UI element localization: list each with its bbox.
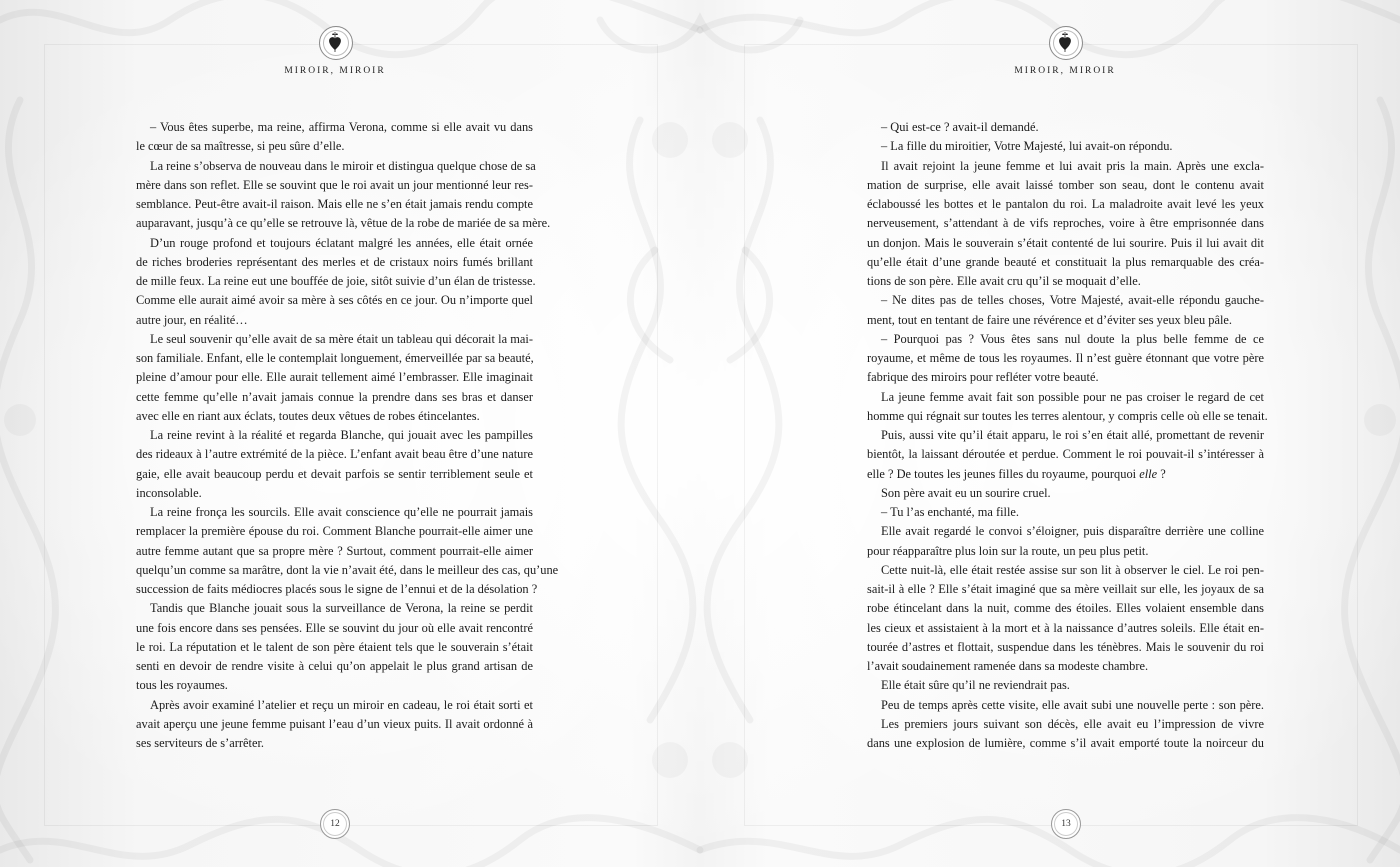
punctuation: ?: [1157, 466, 1166, 481]
body-text: [136, 118, 559, 753]
running-head: MIROIR, MIROIR: [284, 66, 386, 76]
text-line: homme qui régnait sur toutes les terres alentour, y compris celle où elle se tenait.: [867, 408, 1268, 423]
text-line: son familiale. Enfant, elle le contemplait longuement, émerveillée par sa beauté,: [136, 351, 534, 365]
text-line: Son père avait eu un sourire cruel.: [881, 485, 1051, 500]
text-line: avec elle en riant aux éclats, toutes deux vêtues de robes étincelantes.: [136, 408, 480, 423]
text-line: dans une explosion de lumière, comme s’il avait emporté toute la noirceur du: [867, 736, 1264, 750]
text-line: sait-il à elle ? Elle s’était imaginé que sa mère veillait sur elle, les joyaux de sa: [867, 582, 1264, 596]
text-line: elle ? De toutes les jeunes filles du royaume, pourquoi elle ?: [867, 466, 1166, 481]
text-line: tous les royaumes.: [136, 678, 228, 693]
text-line: ses serviteurs de s’arrêter.: [136, 736, 264, 750]
text-line: fabrique des miroirs pour refléter votre beauté.: [867, 370, 1099, 385]
text-line: autre femme autant que sa propre mère ? Surtout, comment pourrait-elle aimer: [136, 543, 533, 558]
text-line: ment, tout en tentant de faire une révérence et d’éviter ses yeux bleu pâle.: [867, 312, 1233, 327]
text-line: Tandis que Blanche jouait sous la surveillance de Verona, la reine se perdit: [150, 601, 533, 616]
text-line: semblance. Peut-être avait-il raison. Mais elle ne s’en était jamais rendu compte: [136, 197, 533, 211]
running-head: MIROIR, MIROIR: [1014, 66, 1116, 76]
right-page: [700, 0, 1400, 867]
text-line: gaie, elle avait beaucoup perdu et devait parfois se sentir terriblement seule et: [136, 466, 533, 481]
text-line: qu’elle était d’une grande beauté et constituait la plus remarquable des créa-: [867, 254, 1264, 269]
text-line: les cieux et assistaient à la mort et à la naissance d’autres soleils. Elle était en-: [867, 620, 1264, 635]
text-line: cette femme qu’elle n’avait jamais connue la prendre dans ses bras et danser: [136, 389, 533, 404]
text-line: Elle était sûre qu’il ne reviendrait pas.: [881, 678, 1070, 693]
text-line: – Tu l’as enchanté, ma fille.: [881, 505, 1019, 519]
text-line: de mille feux. La reine eut une bouffée de joie, sitôt suivie d’un élan de tristesse.: [136, 274, 536, 288]
text-line: autre jour, en réalité…: [136, 312, 248, 327]
text-line: La reine fronça les sourcils. Elle avait conscience qu’elle ne pourrait jamais: [150, 505, 533, 519]
text-line: royaume, et même de tous les royaumes. Il n’est guère étonnant que votre père: [867, 351, 1264, 365]
text-line: Les premiers jours suivant son décès, elle avait eu l’impression de vivre: [881, 716, 1264, 731]
text-line: robe étincelant dans la nuit, comme des étoiles. Elles volaient ensemble dans: [867, 601, 1264, 616]
text-line: La reine revint à la réalité et regarda Blanche, qui jouait avec les pampilles: [150, 428, 533, 442]
text-line: avait aperçu une jeune femme puisant l’eau d’un vieux puits. Il avait ordonné à: [136, 716, 533, 731]
text-line: l’avait soudainement ramenée dans sa modeste chambre.: [867, 659, 1149, 673]
text-line: – Qui est-ce ? avait-il demandé.: [881, 120, 1039, 134]
heart-crown-emblem-icon: [319, 26, 353, 60]
text-line: pour réapparaître plus loin sur la route, un peu plus petit.: [867, 543, 1149, 558]
text-line: senti en devoir de rendre visite à celui qu’on appelait le plus grand artisan de: [136, 659, 533, 673]
page-number: 12: [320, 809, 350, 839]
text-line: Cette nuit-là, elle était restée assise sur son lit à observer le ciel. Le roi pen-: [881, 562, 1264, 577]
text-line: La jeune femme avait fait son possible pour ne pas croiser le regard de cet: [881, 389, 1264, 404]
text-line: Elle avait regardé le convoi s’éloigner, puis disparaître derrière une colline: [881, 524, 1264, 539]
text-line: Comme elle aurait aimé avoir sa mère à ses côtés en ce jour. Ou n’importe quel: [136, 293, 533, 308]
italic-word: elle: [1139, 466, 1158, 481]
text-line: pleine d’amour pour elle. Elle aurait tellement aimé l’embrasser. Elle imaginait: [136, 370, 533, 385]
text-line: inconsolable.: [136, 485, 202, 500]
text-line: Après avoir examiné l’atelier et reçu un miroir en cadeau, le roi était sorti et: [150, 697, 533, 712]
text-line: Peu de temps après cette visite, elle avait subi une nouvelle perte : son père.: [881, 697, 1264, 712]
text-line: tions de son père. Elle avait cru qu’il se moquait d’elle.: [867, 274, 1141, 288]
text-line: de riches broderies représentant des merles et de cristaux noirs fumés brillant: [136, 254, 533, 269]
text-line: – Vous êtes superbe, ma reine, affirma Verona, comme si elle avait vu dans: [150, 120, 533, 134]
text-line: – Pourquoi pas ? Vous êtes sans nul doute la plus belle femme de ce: [881, 331, 1264, 346]
text-line: bientôt, la laissant déroutée et perdue. Comment le roi pouvait-il s’intéresser à: [867, 447, 1264, 462]
text-line: Le seul souvenir qu’elle avait de sa mère était un tableau qui décorait la mai-: [150, 331, 533, 346]
text-line: une fois encore dans ses pensées. Elle se souvint du jour où elle avait rencontré: [136, 620, 533, 635]
text-line: le cœur de sa maîtresse, si peu sûre d’elle.: [136, 139, 345, 154]
text-line: auparavant, jusqu’à ce qu’elle se retrouve là, vêtue de la robe de mariée de sa mère.: [136, 216, 551, 231]
text-line: un donjon. Mais le souverain s’était contenté de lui sourire. Puis il lui avait dit: [867, 235, 1264, 250]
text-line: Il avait rejoint la jeune femme et lui avait pris la main. Après une excla-: [881, 158, 1264, 173]
page-number: 13: [1051, 809, 1081, 839]
text-line: D’un rouge profond et toujours éclatant malgré les années, elle était ornée: [150, 235, 533, 250]
text-line: succession de faits médiocres placés sous le signe de l’ennui et de la désolation ?: [136, 582, 538, 596]
text-line: nerveusement, s’attendant à de vifs reproches, voire à être emprisonnée dans: [867, 216, 1264, 231]
heart-crown-emblem-icon: [1049, 26, 1083, 60]
text-line: des rideaux à l’autre extrémité de la pièce. L’enfant avait beau être d’une nature: [136, 447, 533, 462]
text-line: éclaboussé les bottes et le pantalon du roi. La maladroite avait levé les yeux: [867, 197, 1264, 211]
text-line: – Ne dites pas de telles choses, Votre Majesté, avait-elle répondu gauche-: [881, 293, 1264, 308]
text-line: quelqu’un comme sa marâtre, dont la vie n’avait été, dans le meilleur des cas, qu’une: [136, 562, 559, 577]
body-text: [867, 118, 1268, 753]
text-line: mère dans son reflet. Elle se souvint que le roi avait un jour mentionné leur res-: [136, 177, 533, 192]
text-line: le roi. La réputation et le talent de son père étaient tels que le souverain s’était: [136, 639, 533, 654]
text-line: – La fille du miroitier, Votre Majesté, lui avait-on répondu.: [881, 139, 1173, 154]
text-line: mation de surprise, elle avait laissé tomber son seau, dont le contenu avait: [867, 177, 1264, 192]
text-line: remplacer la première épouse du roi. Comment Blanche pourrait-elle aimer une: [136, 524, 533, 539]
text-line: tourée d’astres et flottait, suspendue dans les ténèbres. Mais le souvenir du roi: [867, 639, 1264, 654]
text-line: La reine s’observa de nouveau dans le miroir et distingua quelque chose de sa: [150, 158, 536, 173]
text-line: Puis, aussi vite qu’il était apparu, le roi s’en était allé, promettant de revenir: [881, 428, 1264, 442]
